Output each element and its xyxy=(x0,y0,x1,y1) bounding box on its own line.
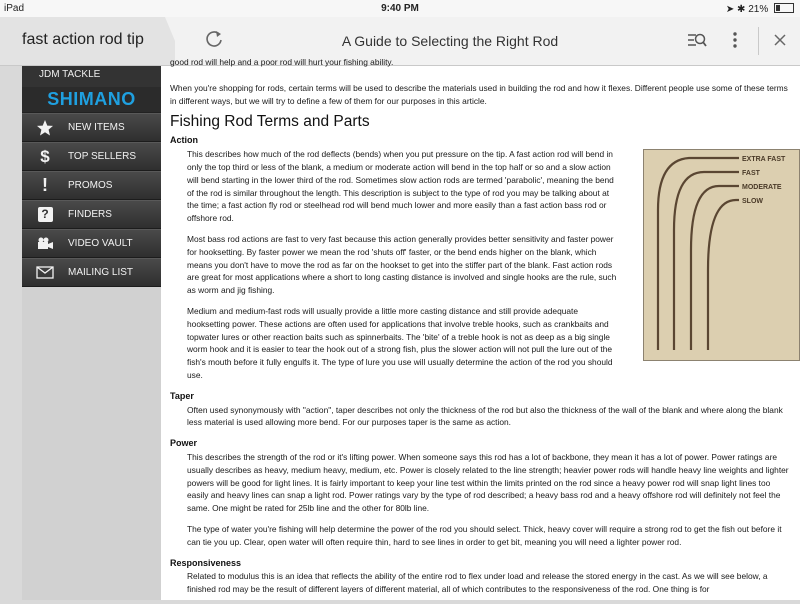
intro-paragraph: When you're shopping for rods, certain terms will be used to describe the materials used in building the rod and how it flexes. Different people use some of these terms in different ways, but we will try to define a few of them for our purposes in this article. xyxy=(170,83,788,106)
sidebar-item-video-vault[interactable] xyxy=(22,229,161,258)
battery-percent: 21% xyxy=(748,4,769,15)
sidebar-item-label: TOP SELLERS xyxy=(68,151,136,162)
sidebar-item-label: PROMOS xyxy=(68,180,113,191)
sidebar-item-label: MAILING LIST xyxy=(68,267,134,278)
action-paragraph-2: Most bass rod actions are fast to very fast because this action generally provides better sensitivity and faster power for hooksetting. By faster power we mean the rod 'shuts off' faster, or the bend ends higher on the blank, which means you don't have to move the rod as far on the hookset to get into the stiffer part of the blank. Fast action rods are great for most applications where a short to long casting distance is involved and single hooks are the rule, such as worm and jig fishing. xyxy=(187,233,617,296)
taper-paragraph: Often used synonymously with "action", taper describes not only the thickness of the rod but also the thickness of the wall of the blank and where along the blank less material is used allowing more bend. For our purposes taper is the same as action. xyxy=(187,404,783,428)
action-paragraph-3: Medium and medium-fast rods will usually provide a little more casting distance and still provide adequate hooksetting power. These actions are often used for applications that involve treble hooks, such as crankbaits and topwater lures or other reaction baits such as spinnerbaits. The 'bite' of a treble hook is not as deep as a big single worm hook and it is easier to tear the hook out of a strong fish, plus the slower action will not pull the lure out of the fish's mouth before it fully engulfs it. The type of lure you use will usually determine the action of the rod you should use. xyxy=(187,305,613,380)
more-options-icon[interactable] xyxy=(724,29,746,51)
responsiveness-paragraph: Related to modulus this is an idea that reflects the ability of the entire rod to flex under load and release the stored energy in the cast. As we will see below, a finished rod may be the result of different layers of different material, all of which contributes to the responsiveness of the rod. One thing is for xyxy=(187,571,768,595)
power-paragraph-1: This describes the strength of the rod or it's lifting power. When someone says this rod has a lot of backbone, they mean it has a lot of power. Power ratings are usually describes as heavy, medium heavy, medium, etc. Power is closely related to the line strength; heavier power rods will handle heavy line weights and lighter powers will be good for light lines. It is fairly important to keep your line test within the limits printed on the rod since a heavy power rod will snap light lines too easily and heavy lines can snap a light rod. Power ratings vary by the type of rod described; a heavy bass rod and a heavy offshore rod will definitely not feel the same. One might be rated for 25lb line and the other for 80lb line. xyxy=(187,451,789,514)
label-fast: FAST xyxy=(742,170,760,177)
status-bar xyxy=(0,0,800,17)
section-title-power: Power xyxy=(170,438,198,449)
action-paragraph-1: This describes how much of the rod deflects (bends) when you put pressure on the tip. A fast action rod will bend in only the top third or less of the blank, a medium or moderate action will bend in the top half or so and a slow action will bend starting in the lower third of the rod. Sometimes slow action rods are termed 'parabolic', meaning the bend of the rod is similar throughout the length. This description is subject to the type of rod you may be talking about at the time; a fast action fly rod or steelhead rod will bend much lower and more easily than a fast action bass rod or offshore rod. xyxy=(187,149,614,224)
status-time: 9:40 PM xyxy=(381,3,419,14)
sidebar-item-label: NEW ITEMS xyxy=(68,122,125,133)
envelope-icon xyxy=(22,266,68,279)
label-extra-fast: EXTRA FAST xyxy=(742,156,786,163)
power-paragraph-2: The type of water you're fishing will help determine the power of the rod you should select. Thick, heavy cover will require a strong rod to get the fish out before it can tie you up. Clear, open water will often require thin, hard to see lines in order to get bit, meaning you will need a lighter power rod. xyxy=(187,523,782,547)
sidebar-item-mailing-list[interactable] xyxy=(22,258,161,287)
page-title: A Guide to Selecting the Right Rod xyxy=(341,33,559,49)
sidebar-item-new-items[interactable] xyxy=(22,113,161,142)
reload-icon[interactable] xyxy=(203,28,225,50)
find-in-page-icon[interactable] xyxy=(686,29,708,51)
section-title-action: Action xyxy=(170,135,198,146)
sidebar-brand-label: JDM TACKLE xyxy=(22,66,161,87)
toolbar-divider xyxy=(758,27,759,55)
section-title-taper: Taper xyxy=(170,390,194,401)
rod-action-diagram xyxy=(643,149,800,361)
device-label: iPad xyxy=(4,3,25,14)
battery-indicator xyxy=(726,3,794,15)
bluetooth-icon: ✱ xyxy=(737,4,746,15)
url-field[interactable]: fast action rod tip xyxy=(22,31,144,48)
section-title-responsiveness: Responsiveness xyxy=(170,557,242,568)
sidebar-item-label: VIDEO VAULT xyxy=(68,238,133,249)
label-slow: SLOW xyxy=(742,198,763,205)
sidebar-item-label: FINDERS xyxy=(68,209,112,220)
web-page xyxy=(22,57,800,600)
browser-toolbar xyxy=(0,17,800,66)
video-camera-icon xyxy=(22,237,68,251)
close-icon[interactable] xyxy=(769,29,791,51)
sidebar-item-promos[interactable] xyxy=(22,171,161,200)
star-icon xyxy=(22,119,68,137)
sidebar-item-top-sellers[interactable] xyxy=(22,142,161,171)
exclamation-icon: ! xyxy=(42,175,48,195)
sidebar xyxy=(22,66,161,600)
label-moderate: MODERATE xyxy=(742,184,782,191)
sidebar-item-finders[interactable] xyxy=(22,200,161,229)
location-icon: ➤ xyxy=(725,4,735,15)
article-heading: Fishing Rod Terms and Parts xyxy=(170,112,370,130)
question-icon: ? xyxy=(22,207,68,222)
battery-icon xyxy=(774,3,794,13)
cut-off-text: good rod will help and a poor rod will hurt your fishing ability. xyxy=(170,57,394,67)
dollar-icon: $ xyxy=(40,146,50,166)
shimano-logo[interactable]: SHIMANO xyxy=(22,87,161,113)
